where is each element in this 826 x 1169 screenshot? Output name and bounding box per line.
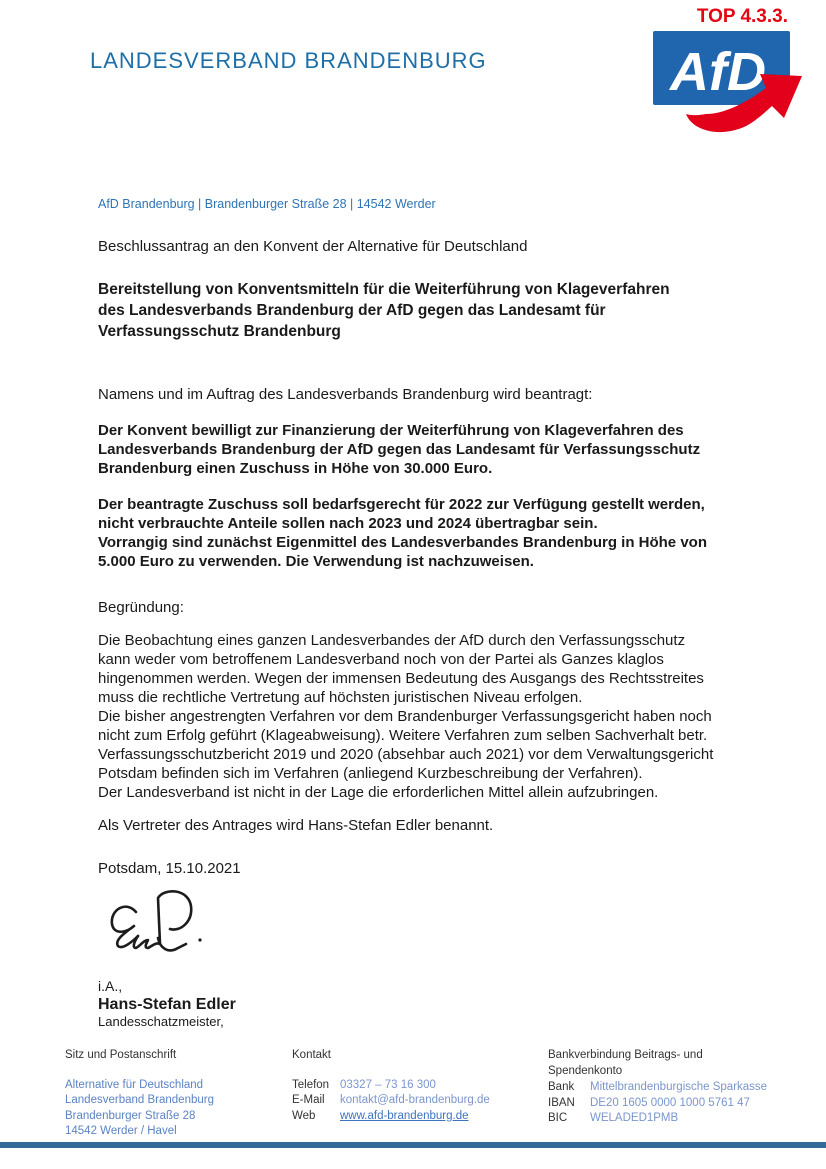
org-title: LANDESVERBAND BRANDENBURG [90, 48, 487, 73]
letter-subject [98, 279, 746, 342]
footer-divider-bar [0, 1142, 826, 1148]
terms-line: Vorrangig sind zunächst Eigenmittel des Landesverbandes Brandenburg in Höhe von [98, 534, 707, 551]
email-value: kontakt@afd-brandenburg.de [340, 1094, 490, 1106]
footer-web-row [292, 1109, 522, 1125]
website-link[interactable]: www.afd-brandenburg.de [340, 1109, 469, 1122]
footer-address-line: Alternative für Deutschland [65, 1078, 204, 1091]
reason-line: Der Landesverband ist nicht in der Lage die erforderlichen Mittel allein aufzubringen. [98, 784, 659, 801]
reason-line: Potsdam befinden sich im Verfahren (anliegend Kurzbeschreibung der Verfahren). [98, 765, 643, 782]
terms-line: nicht verbrauchte Anteile sollen nach 2023 und 2024 übertragbar sein. [98, 515, 598, 532]
phone-value: 03327 – 73 16 300 [340, 1078, 436, 1091]
footer-bank-column [548, 1048, 788, 1127]
reason-line: Verfassungsschutzbericht 2019 und 2020 (absehbar auch 2021) vor dem Verwaltungsgericht [98, 746, 714, 763]
footer-address-line: Landesverband Brandenburg [65, 1094, 214, 1106]
iban-value: DE20 1605 0000 1000 5761 47 [590, 1096, 750, 1109]
subject-line: des Landesverbands Brandenburg der AfD gegen das Landesamt für [98, 302, 606, 319]
subject-line: Verfassungsschutz Brandenburg [98, 323, 341, 340]
reason-label: Begründung: [98, 599, 184, 616]
signature-image [98, 884, 746, 976]
terms-paragraph [98, 495, 746, 571]
footer-address-column [65, 1048, 275, 1140]
logo-text: AfD [670, 42, 766, 102]
footer-contact-column [292, 1048, 522, 1124]
reason-line: muss die rechtliche Vertretung auf höchsten juristischen Niveau erfolgen. [98, 689, 583, 706]
signoff-prefix: i.A., [98, 978, 123, 994]
letter-body [98, 196, 746, 1030]
bic-value: WELADED1PMB [590, 1112, 679, 1124]
resolution-paragraph [98, 421, 746, 478]
web-label: Web [292, 1109, 316, 1122]
resolution-line: Brandenburg einen Zuschuss in Höhe von 30.000 Euro. [98, 460, 493, 477]
footer-address-line: 14542 Werder / Havel [65, 1125, 177, 1137]
footer-address-line: Brandenburger Straße 28 [65, 1109, 196, 1122]
resolution-line: Landesverbands Brandenburg der AfD gegen das Landesamt für Verfassungsschutz [98, 441, 701, 458]
date-line: Potsdam, 15.10.2021 [98, 860, 241, 877]
footer-bic-row [548, 1111, 788, 1127]
terms-line: Der beantragte Zuschuss soll bedarfsgerecht für 2022 zur Verfügung gestellt werden, [98, 496, 705, 513]
reason-line: kann weder vom betroffenem Landesverband noch von der Partei als Ganzes klaglos [98, 651, 664, 668]
footer-address-title: Sitz und Postanschrift [65, 1049, 177, 1061]
footer-bank-title: Bankverbindung Beitrags- und Spendenkonto [548, 1049, 703, 1077]
reason-line: Die bisher angestrengten Verfahren vor dem Brandenburger Verfassungsgericht haben noch [98, 708, 712, 725]
phone-label: Telefon [292, 1078, 330, 1091]
representative-line: Als Vertreter des Antrages wird Hans-Stefan Edler benannt. [98, 817, 494, 834]
bank-value: Mittelbrandenburgische Sparkasse [590, 1081, 768, 1093]
footer-iban-row [548, 1096, 788, 1112]
reason-paragraph [98, 631, 746, 802]
bank-label: Bank [548, 1081, 575, 1093]
terms-line: 5.000 Euro zu verwenden. Die Verwendung ist nachzuweisen. [98, 553, 534, 570]
request-intro: Namens und im Auftrag des Landesverbands Brandenburg wird beantragt: [98, 386, 593, 403]
resolution-line: Der Konvent bewilligt zur Finanzierung der Weiterführung von Klageverfahren des [98, 422, 684, 439]
agenda-item-label: TOP 4.3.3. [696, 6, 788, 27]
reason-line: Die Beobachtung eines ganzen Landesverbandes der AfD durch den Verfassungsschutz [98, 632, 686, 649]
reason-line: nicht zum Erfolg geführt (Klageabweisung). Weitere Verfahren zum selben Sachverhalt betr. [98, 727, 708, 744]
signoff-name: Hans-Stefan Edler [98, 996, 236, 1013]
reason-line: hingenommen werden. Wegen der immensen Bedeutung des Ausgangs des Rechtsstreites [98, 670, 704, 687]
bic-label: BIC [548, 1112, 568, 1124]
signoff-role: Landesschatzmeister, [98, 1014, 224, 1029]
footer-address-lines [65, 1078, 275, 1140]
afd-logo-icon [652, 30, 812, 135]
footer-phone-row [292, 1078, 522, 1094]
footer-bank-row [548, 1080, 788, 1096]
iban-label: IBAN [548, 1096, 575, 1109]
footer-email-row [292, 1093, 522, 1109]
sender-address-line: AfD Brandenburg | Brandenburger Straße 28 | 14542 Werder [98, 197, 436, 211]
email-label: E-Mail [292, 1094, 325, 1106]
footer-contact-title: Kontakt [292, 1049, 331, 1061]
subject-line: Bereitstellung von Konventsmitteln für die Weiterführung von Klageverfahren [98, 281, 670, 298]
letter-intro: Beschlussantrag an den Konvent der Alternative für Deutschland [98, 238, 528, 255]
